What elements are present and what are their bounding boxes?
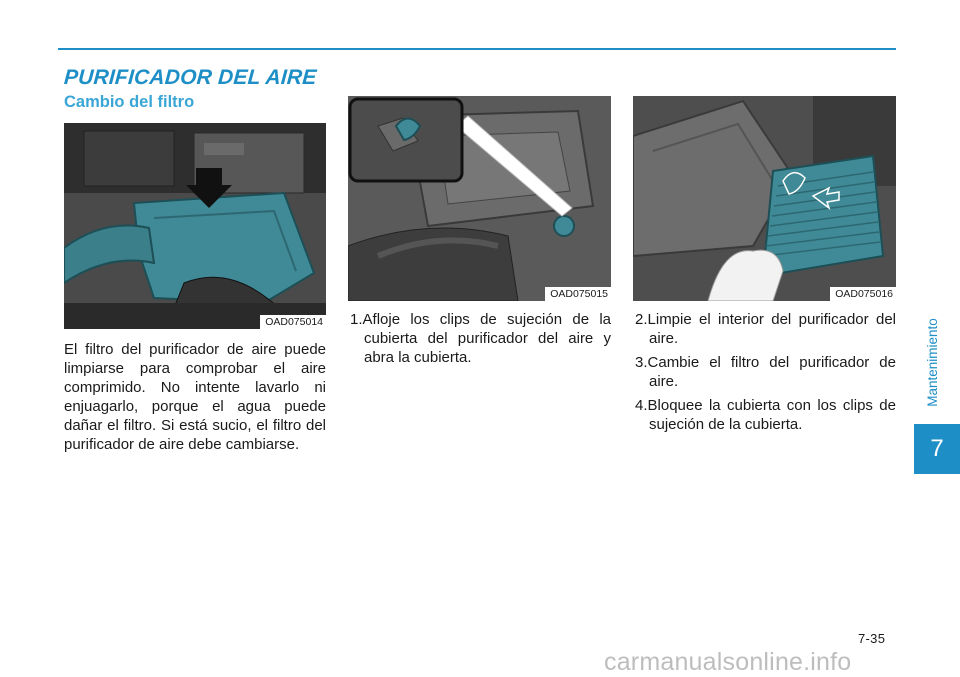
steps-column-2: [350, 310, 611, 372]
intro-paragraph: El filtro del purificador de aire puede limpiarse para comprobar el aire comprimido. No intente lavarlo ni enjuagarlo, porque el agua puede dañar el filtro. Si está sucio, el filtro del purificador de aire debe cambiarse.: [64, 341, 326, 453]
figure-cover-clips: [348, 96, 611, 301]
subtitle: Cambio del filtro: [64, 93, 195, 111]
figure-code: OAD075016: [830, 287, 896, 301]
steps-column-3: [635, 310, 896, 439]
figure-code: OAD075015: [545, 287, 611, 301]
step-item: 1.Afloje los clips de sujeción de la cubierta del purificador del aire y abra la cubierta.: [350, 311, 611, 366]
step-item: 3.Cambie el filtro del purificador de aire.: [635, 354, 896, 390]
section-title: PURIFICADOR DEL AIRE: [63, 66, 318, 89]
watermark: carmanualsonline.info: [604, 648, 852, 676]
chapter-side-label: Mantenimiento: [924, 318, 940, 407]
figure-air-cleaner-housing: [64, 123, 326, 329]
figure-replace-filter: [633, 96, 896, 301]
step-item: 4.Bloquee la cubierta con los clips de sujeción de la cubierta.: [635, 397, 896, 433]
page-number: 7-35: [858, 631, 886, 646]
engine-bay-illustration-1: [64, 123, 326, 329]
step-item: 2.Limpie el interior del purificador del aire.: [635, 311, 896, 347]
figure-code: OAD075014: [260, 315, 326, 329]
engine-bay-illustration-2: [348, 96, 611, 301]
engine-bay-illustration-3: [633, 96, 896, 301]
chapter-tab: 7: [914, 424, 960, 474]
header-rule: [58, 48, 896, 50]
